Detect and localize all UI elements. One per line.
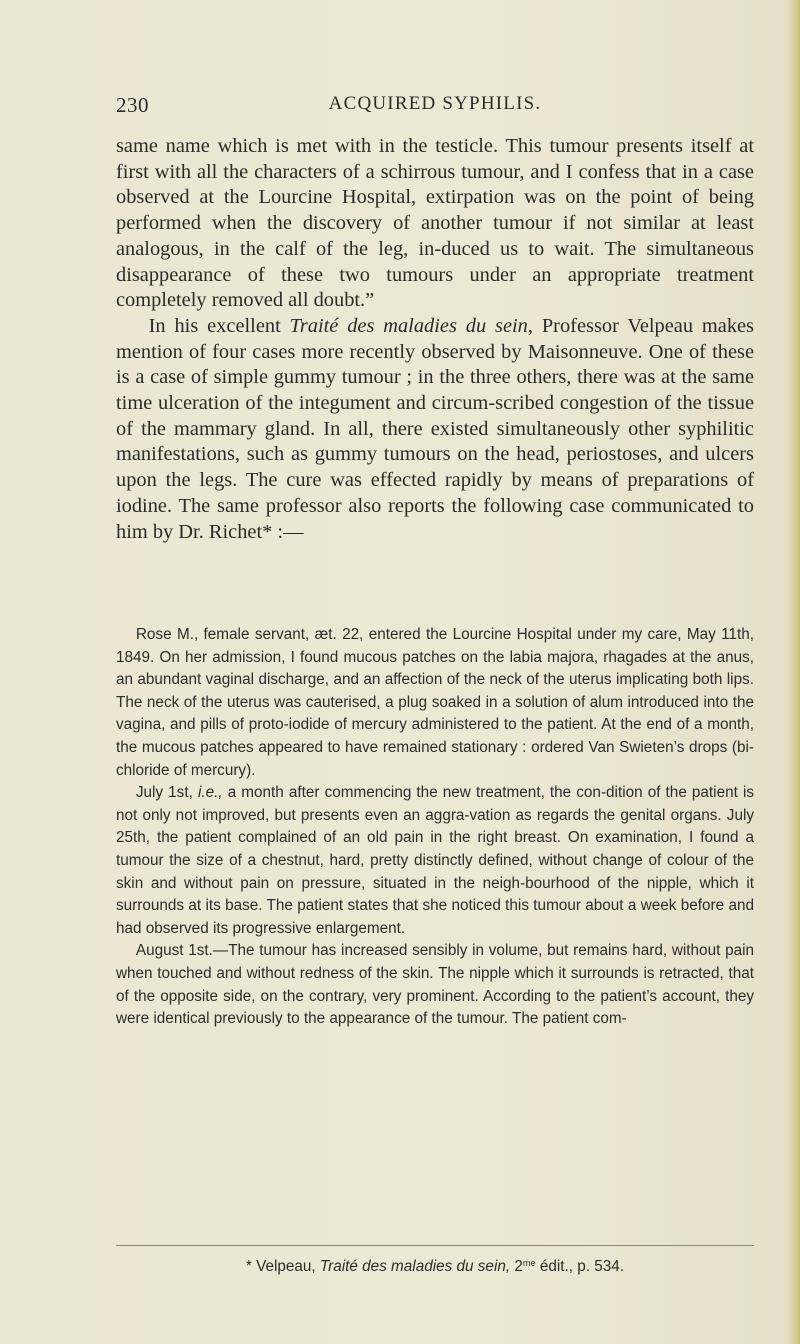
page-header xyxy=(116,93,754,119)
footnote-rest: édit., p. 534. xyxy=(535,1258,625,1276)
case-paragraph-2-lead: July 1st, xyxy=(135,784,198,802)
case-paragraph-2 xyxy=(116,782,754,940)
case-report xyxy=(116,624,754,1031)
footnote-title: Traité des maladies du sein, xyxy=(319,1258,511,1276)
running-head: ACQUIRED SYPHILIS. xyxy=(328,93,542,114)
footnote-edition-sup: me xyxy=(522,1258,536,1268)
footnote-edition: 2 xyxy=(510,1258,523,1276)
footnote-marker: * Velpeau, xyxy=(245,1258,320,1276)
paragraph-1: same name which is met with in the testicle. This tumour presents itself at first with all the characters of a schirrous tumour, and I confess that in a case observed at the Lourcine Hospital, extirpation was on the point of being performed when the discovery of another tumour if not similar at least analogous, in the calf of the leg, in-duced us to wait. The simultaneous disappearance of these two tumours under an appropriate treatment completely removed all doubt.” xyxy=(116,135,754,312)
case-paragraph-2-rest: a month after commencing the new treatment, the con-dition of the patient is not only not improved, but presents even an aggra-vation as regards the genital organs. July 25th, the patient complained of an old pain in the right breast. On examination, I found a tumour the size of a chestnut, hard, pretty distinctly defined, without change of colour of the skin and without pain on pressure, situated in the neigh-bourhood of the nipple, which it surrounds at its base. The patient states that she noticed this tumour about a week before and had observed its progressive enlargement. xyxy=(116,784,754,937)
book-title-italic: Traité des maladies du sein, xyxy=(289,314,533,337)
page-number: 230 xyxy=(116,93,149,117)
main-text xyxy=(116,134,754,545)
paragraph-2-rest: Professor Velpeau makes mention of four cases more recently observed by Maisonneuve. One of these is a case of simple gummy tumour ; in the three others, there was at the same time ulceration of the integument and circum-scribed congestion of the tissue of the mammary gland. In all, there existed simultaneously other syphilitic manifestations, such as gummy tumours on the head, periostoses, and ulcers upon the legs. The cure was effected rapidly by means of preparations of iodine. The same professor also reports the following case communicated to him by Dr. Richet* :— xyxy=(116,314,754,543)
case-paragraph-3: August 1st.—The tumour has increased sensibly in volume, but remains hard, without pain when touched and without redness of the skin. The nipple which it surrounds is retracted, that of the opposite side, on the contrary, very prominent. According to the patient’s account, they were identical previously to the appearance of the tumour. The patient com- xyxy=(116,942,754,1028)
ie-italic: i.e., xyxy=(197,784,223,802)
case-paragraph-1: Rose M., female servant, æt. 22, entered the Lourcine Hospital under my care, May 11th, 1849. On her admission, I found mucous patches on the labia majora, rhagades at the anus, an abundant vaginal discharge, and an affection of the neck of the uterus implicating both lips. The neck of the uterus was cauterised, a plug soaked in a solution of alum introduced into the vagina, and pills of proto-iodide of mercury administered to the patient. At the end of a month, the mucous patches appeared to have remained stationary : ordered Van Swieten’s drops (bi-chloride of mercury). xyxy=(116,626,754,779)
paragraph-2 xyxy=(116,314,754,545)
footnote-divider xyxy=(116,1245,754,1246)
footnote xyxy=(116,1253,754,1277)
page-edge-shadow xyxy=(786,0,800,1344)
paragraph-2-lead: In his excellent xyxy=(148,314,290,337)
